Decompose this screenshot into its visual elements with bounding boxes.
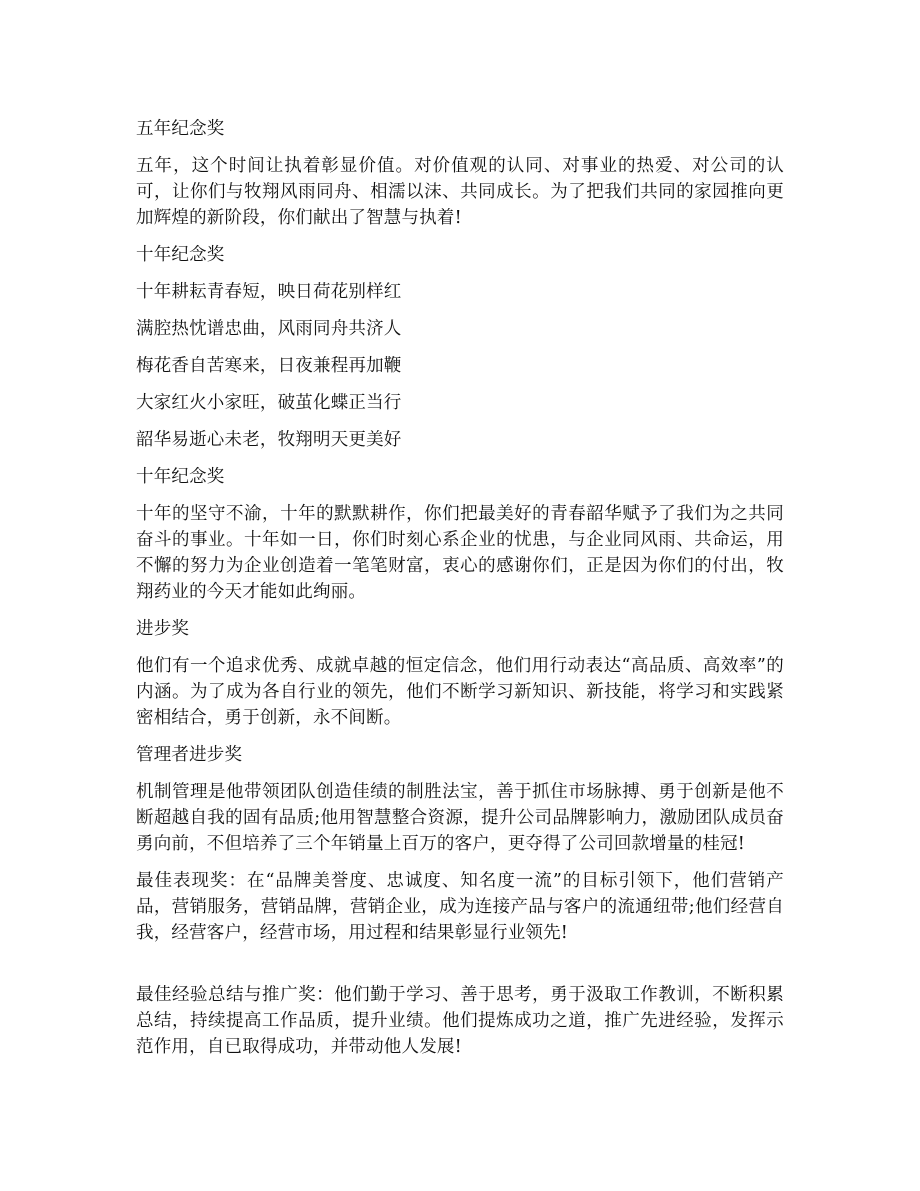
paragraph-manager-progress-award: 机制管理是他带领团队创造佳绩的制胜法宝，善于抓住市场脉搏、勇于创新是他不断超越自我的固有品质;他用智慧整合资源，提升公司品牌影响力，激励团队成员奋勇向前，不但培养了三个年销量上百万的客户，更夺得了公司回款增量的桂冠! [136, 782, 784, 854]
paragraph-best-experience-award: 最佳经验总结与推广奖：他们勤于学习、善于思考，勇于汲取工作教训，不断积累总结，持续提高工作品质，提升业绩。他们提炼成功之道，推广先进经验，发挥示范作用，自已取得成功，并带动他人发展! [136, 985, 784, 1057]
heading-manager-progress-award: 管理者进步奖 [136, 745, 243, 765]
poem-line-5: 韶华易逝心未老，牧翔明天更美好 [136, 430, 402, 450]
paragraph-progress-award: 他们有一个追求优秀、成就卓越的恒定信念，他们用行动表达“高品质、高效率”的内涵。为了成为各自行业的领先，他们不断学习新知识、新技能，将学习和实践紧密相结合，勇于创新，永不间断。 [136, 656, 784, 728]
heading-ten-year-award: 十年纪念奖 [136, 245, 225, 265]
paragraph-five-year-award: 五年，这个时间让执着彰显价值。对价值观的认同、对事业的热爱、对公司的认可，让你们与牧翔风雨同舟、相濡以沫、共同成长。为了把我们共同的家园推向更加辉煌的新阶段，你们献出了智慧与执着! [136, 156, 784, 228]
poem-line-1: 十年耕耘青春短，映日荷花别样红 [136, 282, 402, 302]
poem-line-3: 梅花香自苦寒来，日夜兼程再加鞭 [136, 356, 402, 376]
paragraph-ten-year-award: 十年的坚守不渝，十年的默默耕作，你们把最美好的青春韶华赋予了我们为之共同奋斗的事业。十年如一日，你们时刻心系企业的忧患，与企业同风雨、共命运，用不懈的努力为企业创造着一笔笔财富，衷心的感谢你们，正是因为你们的付出，牧翔药业的今天才能如此绚丽。 [136, 504, 784, 602]
document-body [136, 116, 784, 1071]
heading-five-year-award: 五年纪念奖 [136, 119, 225, 139]
paragraph-best-performance-award: 最佳表现奖：在“品牌美誉度、忠诚度、知名度一流”的目标引领下，他们营销产品，营销服务，营销品牌，营销企业，成为连接产品与客户的流通纽带;他们经营自我，经营客户，经营市场，用过程和结果彰显行业领先! [136, 871, 784, 943]
heading-progress-award: 进步奖 [136, 619, 190, 639]
poem-line-2: 满腔热忱谱忠曲，风雨同舟共济人 [136, 319, 402, 339]
heading-ten-year-award-2: 十年纪念奖 [136, 467, 225, 487]
poem-line-4: 大家红火小家旺，破茧化蝶正当行 [136, 393, 402, 413]
